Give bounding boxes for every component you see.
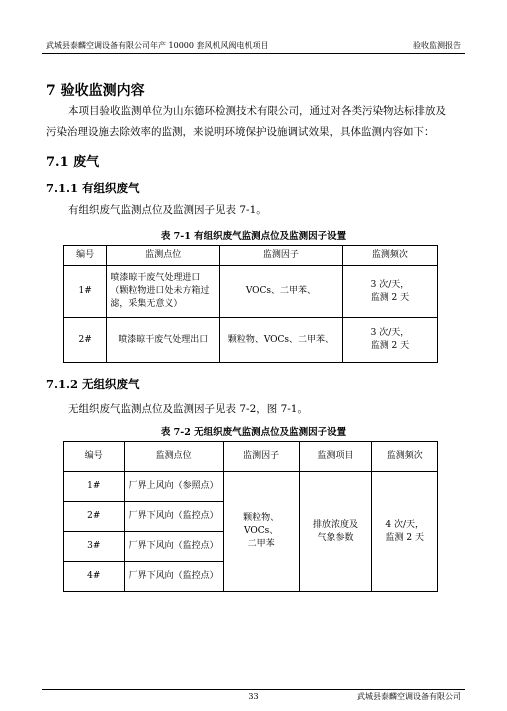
freq-line2: 监测 2 天 <box>385 532 424 543</box>
row-no: 3# <box>64 532 125 562</box>
row-point: 厂界下风向（监控点） <box>124 562 223 592</box>
freq-line2: 监测 2 天 <box>370 292 410 303</box>
item-line2: 气象参数 <box>317 532 354 543</box>
section-7-title: 7 验收监测内容 <box>46 83 145 99</box>
footer-company: 武城县泰麟空调设备有限公司 <box>357 692 461 701</box>
col-header-point: 监测点位 <box>124 442 223 472</box>
table-row <box>64 266 438 318</box>
shared-item-cell <box>299 472 372 592</box>
section-7-1-2-text: 无组织废气监测点位及监测因子见表 7-2，图 7-1。 <box>68 403 308 415</box>
section-7-1-title: 7.1 废气 <box>46 155 100 170</box>
row-frequency <box>342 318 437 363</box>
freq-line1: 3 次/天， <box>370 328 410 338</box>
freq-line1: 4 次/天， <box>385 519 425 530</box>
header-project-title: 武城县泰麟空调设备有限公司年产 10000 套风机风阀电机项目 <box>46 41 269 50</box>
col-header-frequency: 监测频次 <box>372 442 438 472</box>
row-no: 1# <box>64 472 125 502</box>
freq-line1: 3 次/天， <box>370 279 410 290</box>
table-7-1-caption: 表 7-1 有组织废气监测点位及监测因子设置 <box>160 231 347 242</box>
table-7-1 <box>63 245 438 363</box>
freq-line2: 监测 2 天 <box>370 341 410 351</box>
col-header-frequency: 监测频次 <box>342 246 437 266</box>
row-point: 喷漆晾干废气处理出口 <box>107 318 220 363</box>
col-header-item: 监测项目 <box>299 442 372 472</box>
table-header-row <box>64 246 438 266</box>
section-7-1-1-title: 7.1.1 有组织废气 <box>46 181 140 195</box>
col-header-no: 编号 <box>64 246 107 266</box>
col-header-factor: 监测因子 <box>220 246 343 266</box>
col-header-factor: 监测因子 <box>223 442 299 472</box>
row-point: 厂界下风向（监控点） <box>124 502 223 532</box>
section-7-1-1-text: 有组织废气监测点位及监测因子见表 7-1。 <box>68 204 267 216</box>
row-point: 喷漆晾干废气处理进口（颗粒物进口处未方箱过滤，采集无意义） <box>107 266 220 318</box>
page-header <box>42 40 465 54</box>
shared-factor-cell <box>223 472 299 592</box>
table-header-row <box>64 442 438 472</box>
row-no: 2# <box>64 502 125 532</box>
factor-line1: 颗粒物、VOCs、 <box>243 513 280 536</box>
factor-line2: 二甲苯 <box>247 539 275 549</box>
row-frequency <box>342 266 437 318</box>
col-header-no: 编号 <box>64 442 125 472</box>
row-factor: VOCs、二甲苯、 <box>220 266 343 318</box>
row-no: 2# <box>64 318 107 363</box>
row-point: 厂界下风向（监控点） <box>124 532 223 562</box>
table-7-2 <box>63 441 438 592</box>
table-row <box>64 318 438 363</box>
row-point: 厂界上风向（参照点） <box>124 472 223 502</box>
section-7-1-2-title: 7.1.2 无组织废气 <box>46 377 140 391</box>
section-7-intro-line1: 本项目验收监测单位为山东德环检测技术有限公司，通过对各类污染物达标排放及 <box>68 105 446 117</box>
row-no: 4# <box>64 562 125 592</box>
page-number: 33 <box>248 692 259 701</box>
table-7-2-caption: 表 7-2 无组织废气监测点位及监测因子设置 <box>160 427 347 438</box>
shared-frequency-cell <box>372 472 438 592</box>
row-factor: 颗粒物、VOCs、二甲苯、 <box>220 318 343 363</box>
header-report-type: 验收监测报告 <box>413 41 461 50</box>
col-header-point: 监测点位 <box>107 246 220 266</box>
page-footer <box>42 689 465 704</box>
row-no: 1# <box>64 266 107 318</box>
table-row <box>64 472 438 502</box>
section-7-intro-line2: 污染治理设施去除效率的监测，来说明环境保护设施调试效果，具体监测内容如下： <box>46 126 435 138</box>
item-line1: 排放浓度及 <box>312 519 358 530</box>
